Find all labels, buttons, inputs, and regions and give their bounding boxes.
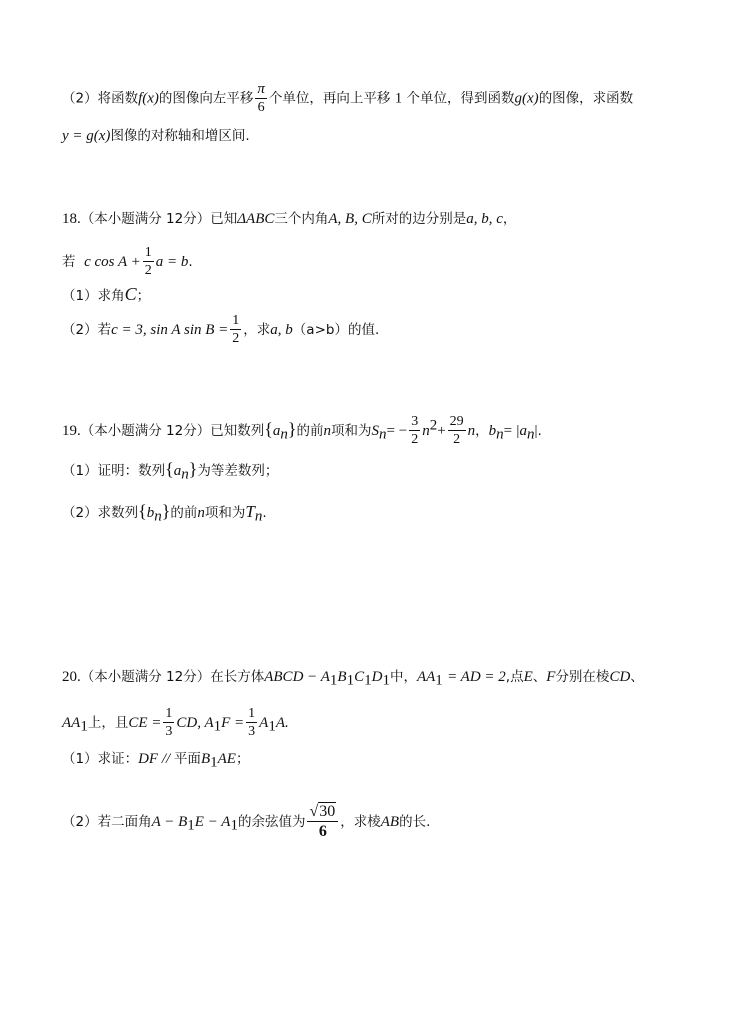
q17-part2-line1: [62, 82, 633, 115]
brace: }: [161, 501, 171, 521]
math-vars: a, b: [270, 322, 293, 338]
math-b: b: [488, 423, 497, 439]
math-eq-left: c cos A +: [84, 254, 141, 270]
fraction-half: $\frac{1}{2}$: [144, 245, 152, 278]
math-AB: AB: [380, 814, 400, 830]
part-label: （2）: [62, 90, 98, 107]
math-solid: ABCD − A: [264, 669, 330, 685]
text: 若二面角: [97, 814, 152, 830]
q20-stem-line1: 20.（本小题满分 12分）在长方体ABCD − $A_1B_1C_1D_1$中，$AA_1$ = AD = 2,点E、F分别在棱CD、: [62, 669, 644, 689]
text: ,点: [505, 669, 524, 685]
text: 所对的边分别是: [371, 211, 467, 227]
text: 项和为: [204, 505, 246, 521]
text: 三个内角: [274, 211, 329, 227]
text: 个单位，再向上平移: [268, 90, 391, 107]
text: .: [188, 254, 193, 270]
part-label: （1）: [62, 463, 98, 479]
math-sides: a, b, c: [466, 211, 503, 227]
text: 求数列: [97, 505, 139, 521]
text: 的前: [296, 423, 324, 439]
text: 、: [630, 669, 644, 685]
text: .: [537, 423, 542, 439]
math-A1: A: [259, 715, 269, 731]
q20-stem-line2: $AA_1$上，且CE = $\frac{1}{3}$ CD, $A_1F$ = $\frac{1}{3}$ $A_1A$.: [62, 706, 289, 739]
math-S: S: [371, 423, 380, 439]
math-fx: f(x): [138, 90, 159, 107]
math-AF: F =: [221, 715, 245, 731]
fraction-pi-6: $\frac{\pi}{6}$: [257, 81, 265, 115]
question-number: 18.: [62, 211, 81, 227]
math-a: a: [519, 423, 527, 439]
fraction-half: $\frac{1}{2}$: [232, 313, 240, 346]
q18-stem: [62, 209, 516, 229]
text: 的值.: [347, 322, 380, 338]
question-number: 19.: [62, 423, 81, 439]
text: 分别在棱: [555, 669, 610, 685]
math-n: n: [422, 423, 430, 439]
math-b: b: [146, 505, 155, 521]
text: ；: [235, 751, 250, 767]
brace: {: [165, 459, 174, 479]
math-a: a: [272, 423, 281, 439]
text: 图像的对称轴和增区间.: [110, 128, 250, 144]
text: 若: [62, 254, 76, 270]
math-triangle: ΔABC: [237, 211, 275, 227]
math-CD: CD: [609, 669, 631, 685]
text: = −: [386, 423, 408, 439]
text: ，: [502, 211, 517, 227]
math-condition: c = 3, sin A sin B =: [111, 322, 229, 338]
text: 中，: [389, 669, 417, 685]
math-30: 30: [319, 803, 336, 820]
math-CE: CE =: [128, 715, 162, 731]
part-label: （2）: [62, 505, 98, 521]
math-AE: AE: [217, 751, 236, 767]
text: +: [437, 423, 446, 439]
math-F: F: [546, 669, 556, 685]
text: .: [262, 505, 267, 521]
q17-part2-line2: [62, 126, 250, 146]
text: ，: [475, 423, 489, 439]
text: 上，且: [87, 715, 129, 731]
part-label: （1）: [62, 288, 98, 304]
q20-part2: （2）若二面角$A - B_1E - A_1$的余弦值为 $\frac{√30}{6}$ ，求棱AB的长.: [62, 803, 431, 840]
text: ；: [136, 288, 151, 304]
brace: {: [138, 501, 147, 521]
text: 求证：: [97, 751, 139, 767]
text: 为等差数列；: [197, 463, 279, 479]
math-n: n: [323, 423, 332, 439]
text: （a>b）: [292, 322, 348, 338]
math-T: T: [245, 502, 255, 521]
math-eq-right: a = b: [155, 254, 189, 270]
text: 若: [97, 322, 112, 338]
text: 将函数: [97, 90, 139, 107]
math-angle2: E − A: [194, 814, 231, 830]
brace: }: [287, 419, 297, 439]
text: 的图像，求函数: [538, 90, 634, 107]
text: =: [503, 423, 513, 439]
text: 的长.: [399, 814, 431, 830]
q19-part1: （1）证明：数列$\{a_n\}$为等差数列；: [62, 459, 279, 483]
points: （本小题满分 12分）: [80, 423, 211, 439]
part-label: （1）: [62, 751, 98, 767]
fraction-1-3: $\frac{1}{3}$: [248, 706, 256, 739]
math-A: A.: [275, 715, 289, 731]
text: 的前: [170, 505, 198, 521]
q19-part2: （2）求数列$\{b_n\}$的前n项和为$T_n$.: [62, 501, 267, 525]
math-B: B: [200, 751, 211, 767]
question-number: 20.: [62, 669, 81, 685]
math-CD: CD, A: [176, 715, 214, 731]
math-angles: A, B, C: [328, 211, 372, 227]
text: ，求: [243, 322, 271, 338]
text: 的图像向左平移: [158, 90, 254, 107]
text: ，求棱: [340, 814, 381, 830]
points: （本小题满分 12分）: [80, 669, 211, 685]
fraction-sqrt30-6: $\frac{√30}{6}$: [307, 804, 338, 840]
text: 在长方体: [210, 669, 265, 685]
text: 已知数列: [210, 423, 265, 439]
text: 项和为: [331, 423, 372, 439]
part-label: （2）: [62, 814, 98, 830]
q20-part1: （1）求证：DF // 平面$B_1AE$；: [62, 751, 250, 771]
text: 个单位，得到函数: [406, 90, 515, 107]
number: 1: [394, 90, 403, 107]
math-DF: DF //: [138, 751, 174, 767]
text: 求角: [97, 288, 125, 304]
brace: }: [188, 459, 198, 479]
text: 已知: [210, 211, 238, 227]
fraction-29-2: $\frac{29}{2}$: [449, 414, 464, 447]
math-E: E: [523, 669, 533, 685]
math-C: C: [124, 284, 137, 304]
text: 证明：数列: [97, 463, 166, 479]
math-yg: y = g(x): [62, 128, 111, 144]
q18-condition: [62, 246, 193, 278]
math-angle: A − B: [151, 814, 188, 830]
fraction-1-3: $\frac{1}{3}$: [165, 706, 173, 739]
math-AA1: AA: [62, 715, 81, 731]
text: 、: [532, 669, 547, 685]
text: 的余弦值为: [237, 814, 306, 830]
points: （本小题满分 12分）: [80, 211, 211, 227]
math-gx: g(x): [514, 90, 539, 107]
math-AA: AA: [416, 669, 436, 685]
part-label: （2）: [62, 322, 98, 338]
q19-stem: 19.（本小题满分 12分）已知数列$\{a_n\}$的前n项和为$S_n=$ − $\frac{3}{2}$ $n^2+$ $\frac{29}{2}$ n，$b_n= |a_n|$.: [62, 414, 542, 447]
math-eq: = AD = 2: [447, 669, 506, 685]
math-a: a: [173, 463, 182, 479]
q18-part1: [62, 284, 150, 306]
fraction-3-2: $\frac{3}{2}$: [411, 414, 419, 447]
text: 平面: [173, 751, 201, 767]
math-n: n: [197, 505, 205, 521]
math-n: n: [467, 423, 476, 439]
q18-part2: [62, 314, 379, 346]
brace: {: [264, 419, 273, 439]
